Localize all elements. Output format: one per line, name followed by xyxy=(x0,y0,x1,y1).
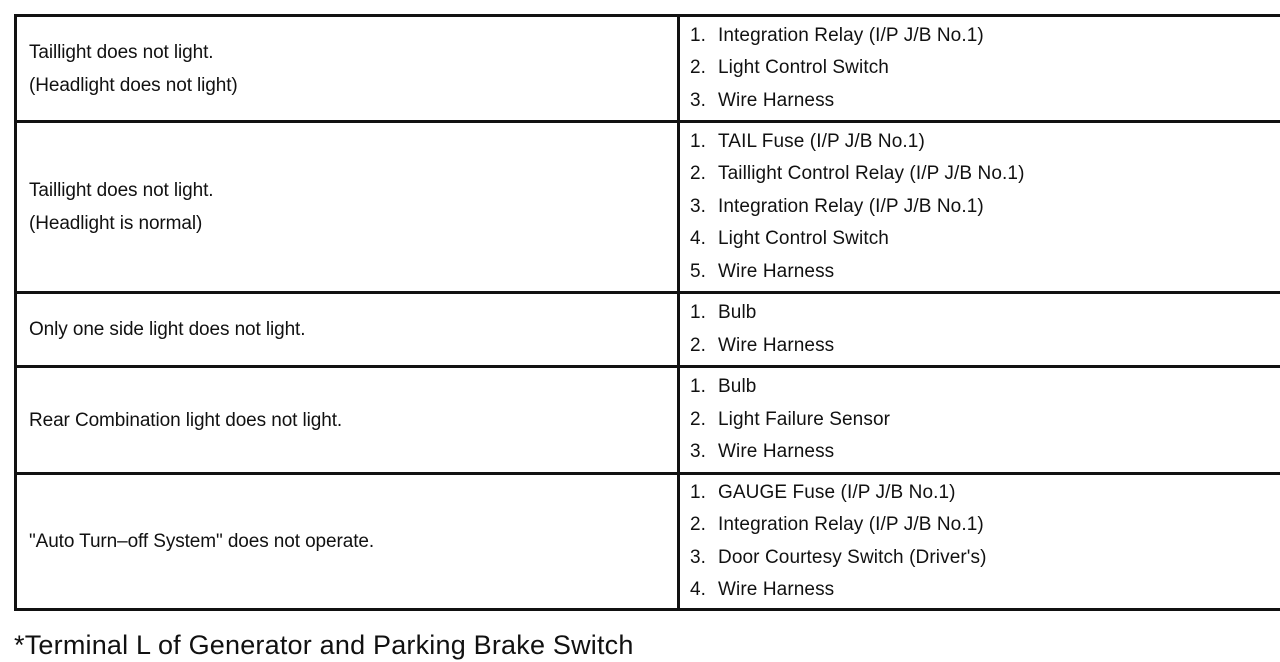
item-text: Bulb xyxy=(718,376,757,398)
item-text: TAIL Fuse (I/P J/B No.1) xyxy=(718,130,925,152)
suspect-area-cell xyxy=(679,367,1280,474)
table-row xyxy=(16,122,1280,293)
item-number: 3. xyxy=(690,89,707,111)
suspect-area-item xyxy=(690,52,1280,85)
suspect-area-item xyxy=(690,574,1280,607)
item-number: 1. xyxy=(690,481,707,503)
suspect-area-item xyxy=(690,436,1280,469)
symptom-line: Rear Combination light does not light. xyxy=(29,409,343,431)
suspect-area-cell xyxy=(679,122,1280,293)
suspect-area-item xyxy=(690,85,1280,118)
item-number: 3. xyxy=(690,546,707,568)
symptom-cell xyxy=(16,16,679,122)
item-number: 2. xyxy=(690,334,707,356)
item-text: Wire Harness xyxy=(718,260,835,282)
item-number: 1. xyxy=(690,130,707,152)
suspect-area-cell xyxy=(679,474,1280,610)
suspect-area-item xyxy=(690,404,1280,437)
symptom-line: (Headlight does not light) xyxy=(29,74,238,96)
suspect-area-list xyxy=(690,371,1280,469)
table-row xyxy=(16,293,1280,367)
symptom-line: Taillight does not light. xyxy=(29,180,214,201)
item-text: Integration Relay (I/P J/B No.1) xyxy=(718,514,984,535)
item-text: Taillight Control Relay (I/P J/B No.1) xyxy=(718,163,1025,185)
item-text: Bulb xyxy=(718,302,757,323)
suspect-area-cell xyxy=(679,16,1280,122)
suspect-area-list xyxy=(690,297,1280,362)
symptom-cell xyxy=(16,293,679,367)
symptom-line: (Headlight is normal) xyxy=(29,213,203,234)
suspect-area-item xyxy=(690,191,1280,224)
symptom-cell xyxy=(16,474,679,610)
item-text: Wire Harness xyxy=(718,89,835,111)
item-number: 2. xyxy=(690,57,707,79)
symptom-line: "Auto Turn–off System" does not operate. xyxy=(29,531,375,552)
item-number: 4. xyxy=(690,579,707,600)
suspect-area-item xyxy=(690,256,1280,289)
trouble-table xyxy=(14,14,1280,611)
item-number: 1. xyxy=(690,376,707,398)
suspect-area-item xyxy=(690,126,1280,159)
item-text: Wire Harness xyxy=(718,334,835,356)
item-number: 1. xyxy=(690,302,707,323)
item-number: 2. xyxy=(690,408,707,430)
symptom-line: Only one side light does not light. xyxy=(29,319,306,340)
suspect-area-item xyxy=(690,509,1280,542)
item-text: Wire Harness xyxy=(718,441,835,463)
item-text: Light Control Switch xyxy=(718,228,889,250)
suspect-area-item xyxy=(690,371,1280,404)
footnote: *Terminal L of Generator and Parking Brake Switch xyxy=(14,630,634,660)
suspect-area-list xyxy=(690,477,1280,607)
item-number: 1. xyxy=(690,24,707,46)
item-number: 3. xyxy=(690,441,707,463)
item-number: 2. xyxy=(690,514,707,535)
table-row xyxy=(16,367,1280,474)
item-text: Wire Harness xyxy=(718,579,835,600)
suspect-area-item xyxy=(690,20,1280,53)
item-number: 2. xyxy=(690,163,707,185)
suspect-area-item xyxy=(690,297,1280,330)
item-text: Light Failure Sensor xyxy=(718,408,891,430)
item-text: Light Control Switch xyxy=(718,57,889,79)
suspect-area-item xyxy=(690,158,1280,191)
item-text: GAUGE Fuse (I/P J/B No.1) xyxy=(718,481,956,503)
suspect-area-cell xyxy=(679,293,1280,367)
table-row xyxy=(16,16,1280,122)
item-text: Door Courtesy Switch (Driver's) xyxy=(718,546,987,568)
item-number: 5. xyxy=(690,260,707,282)
item-text: Integration Relay (I/P J/B No.1) xyxy=(718,195,984,217)
suspect-area-item xyxy=(690,477,1280,510)
item-text: Integration Relay (I/P J/B No.1) xyxy=(718,24,984,46)
symptom-line: Taillight does not light. xyxy=(29,41,214,63)
suspect-area-list xyxy=(690,126,1280,289)
symptom-cell xyxy=(16,367,679,474)
item-number: 3. xyxy=(690,195,707,217)
suspect-area-item xyxy=(690,542,1280,575)
suspect-area-item xyxy=(690,223,1280,256)
symptom-cell xyxy=(16,122,679,293)
table-row xyxy=(16,474,1280,610)
suspect-area-item xyxy=(690,330,1280,363)
suspect-area-list xyxy=(690,20,1280,118)
item-number: 4. xyxy=(690,228,707,250)
